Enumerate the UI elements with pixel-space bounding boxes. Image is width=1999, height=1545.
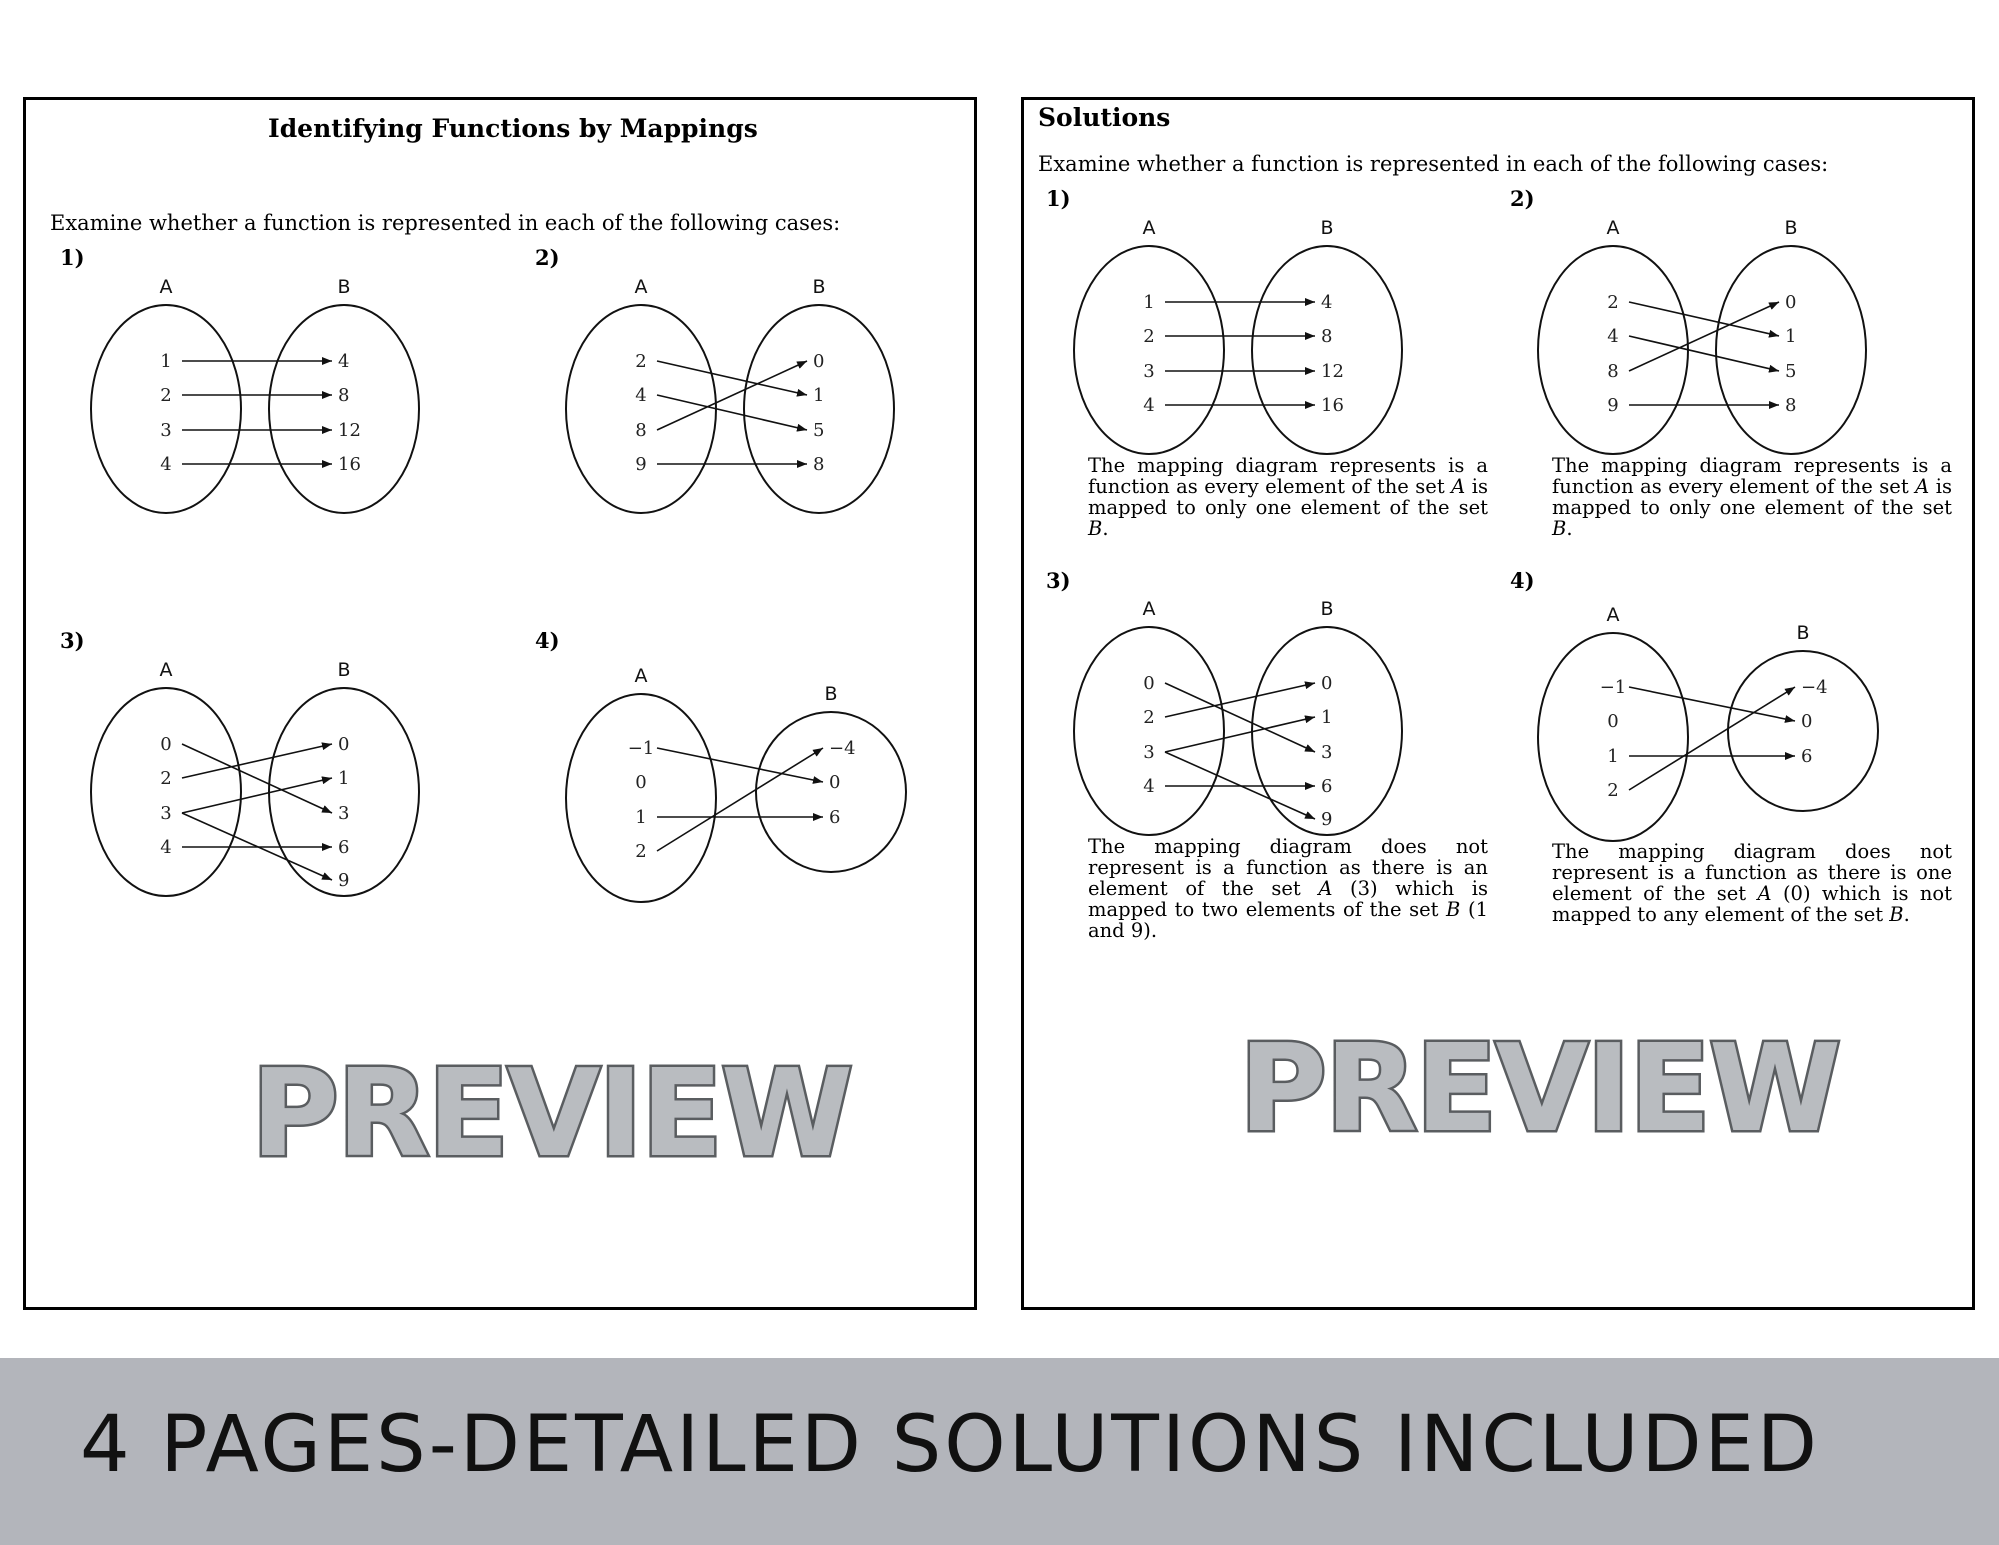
set-a-element: 1 [160, 351, 172, 372]
set-a-label: A [159, 276, 173, 298]
set-b-element: 0 [1801, 711, 1813, 732]
mapping-arrow [182, 778, 332, 813]
set-a-element: 2 [635, 841, 647, 862]
instructions: Examine whether a function is represented in each of the following cases: [50, 211, 841, 235]
set-a-element: 3 [160, 420, 172, 441]
set-name: A [1757, 882, 1772, 905]
set-name: B [1552, 517, 1567, 540]
set-a-element: 0 [1607, 711, 1619, 732]
mapping-arrow [657, 361, 807, 430]
mapping-arrow [1165, 683, 1315, 752]
set-b-element: 0 [1785, 292, 1797, 313]
set-b-label: B [337, 659, 351, 681]
problem-number: 1) [1046, 186, 1071, 211]
set-b-element: 8 [338, 385, 350, 406]
set-name: B [1446, 898, 1461, 921]
mapping-diagram-2 [561, 275, 941, 525]
mapping-arrow [1629, 687, 1795, 721]
explanation-text: . [1903, 903, 1910, 926]
set-a-element: 3 [1143, 361, 1155, 382]
set-a-element: 2 [1143, 326, 1155, 347]
instructions: Examine whether a function is represented in each of the following cases: [1038, 152, 1829, 176]
preview-watermark [1234, 1005, 1840, 1159]
set-a-label: A [1606, 217, 1620, 239]
explanation-text: is mapped to only one element of the set [1088, 475, 1488, 519]
explanation-text: The mapping diagram does not represent is a function as there is one element of the set [1552, 840, 1952, 905]
set-a-label: A [634, 276, 648, 298]
set-a-label: A [1142, 598, 1156, 620]
set-a-element: 4 [1607, 326, 1619, 347]
set-name: B [1889, 903, 1904, 926]
set-b-element: 9 [1321, 809, 1333, 830]
preview-watermark-text: PREVIEW [251, 1045, 852, 1184]
explanation-text: (1 and 9). [1088, 898, 1488, 942]
set-b-element: 8 [1785, 395, 1797, 416]
set-b-element: 4 [338, 351, 350, 372]
set-a-element: 2 [635, 351, 647, 372]
mapping-diagram-3 [1069, 597, 1449, 847]
set-a-element: 0 [635, 772, 647, 793]
set-a-label: A [1606, 604, 1620, 626]
set-b-ellipse [269, 305, 419, 513]
set-b-element: 6 [338, 837, 350, 858]
set-b-element: 16 [1321, 395, 1344, 416]
set-a-ellipse [1074, 246, 1224, 454]
solution-explanation-2 [1552, 455, 1952, 539]
set-b-ellipse [744, 305, 894, 513]
set-b-element: 12 [1321, 361, 1344, 382]
set-a-element: 1 [1143, 292, 1155, 313]
set-a-element: 4 [635, 385, 647, 406]
set-b-element: 6 [1801, 746, 1813, 767]
set-a-ellipse [1538, 246, 1688, 454]
set-b-label: B [1320, 217, 1334, 239]
set-b-ellipse [269, 688, 419, 896]
set-b-element: 4 [1321, 292, 1333, 313]
set-b-element: 5 [813, 420, 825, 441]
mapping-arrow [657, 361, 807, 395]
problem-number: 4) [535, 628, 560, 653]
explanation-text: . [1566, 517, 1573, 540]
solutions-page [1021, 97, 1975, 1310]
set-a-element: 4 [160, 837, 172, 858]
set-a-label: A [159, 659, 173, 681]
set-a-element: 8 [635, 420, 647, 441]
explanation-text: is mapped to only one element of the set [1552, 475, 1952, 519]
set-a-label: A [634, 665, 648, 687]
set-b-element: 12 [338, 420, 361, 441]
explanation-text: The mapping diagram represents is a function as every element of the set [1552, 454, 1952, 498]
set-b-element: 1 [338, 768, 350, 789]
set-b-label: B [337, 276, 351, 298]
mapping-arrow [1629, 687, 1795, 790]
mapping-arrow [657, 395, 807, 430]
set-b-element: 0 [813, 351, 825, 372]
set-b-element: 8 [1321, 326, 1333, 347]
set-a-element: 2 [160, 768, 172, 789]
mapping-arrow [657, 748, 823, 782]
set-a-element: 2 [1143, 707, 1155, 728]
set-name: A [1915, 475, 1930, 498]
set-b-element: 16 [338, 454, 361, 475]
set-a-element: 9 [635, 454, 647, 475]
set-a-element: 0 [1143, 673, 1155, 694]
set-b-element: 0 [338, 734, 350, 755]
set-a-ellipse [566, 694, 716, 902]
explanation-text: The mapping diagram does not represent is a function as there is an element of the set [1088, 835, 1488, 900]
set-a-element: 8 [1607, 361, 1619, 382]
set-b-ellipse [1252, 246, 1402, 454]
mapping-arrow [657, 748, 823, 851]
set-b-element: 0 [1321, 673, 1333, 694]
set-a-ellipse [566, 305, 716, 513]
set-b-label: B [1784, 217, 1798, 239]
set-a-element: −1 [1599, 677, 1627, 698]
page-title: Solutions [1038, 103, 1171, 132]
mapping-diagram-1 [1069, 216, 1449, 466]
set-a-element: 3 [160, 803, 172, 824]
banner-text: 4 PAGES-DETAILED SOLUTIONS INCLUDED [80, 1400, 1820, 1490]
set-b-element: 5 [1785, 361, 1797, 382]
solution-explanation-1 [1088, 455, 1488, 539]
set-name: A [1451, 475, 1466, 498]
set-b-element: −4 [1801, 677, 1828, 698]
mapping-arrow [182, 744, 332, 813]
set-b-element: 9 [338, 870, 350, 891]
set-b-element: 1 [1321, 707, 1333, 728]
mapping-arrow [1165, 717, 1315, 752]
set-name: A [1318, 877, 1333, 900]
set-b-element: 6 [829, 807, 841, 828]
set-a-ellipse [1074, 627, 1224, 835]
set-b-element: 8 [813, 454, 825, 475]
set-a-element: 2 [1607, 292, 1619, 313]
footer-banner [0, 1358, 1999, 1545]
set-b-label: B [812, 276, 826, 298]
set-a-element: 2 [160, 385, 172, 406]
explanation-text: The mapping diagram represents is a function as every element of the set [1088, 454, 1488, 498]
set-b-element: 3 [338, 803, 350, 824]
mapping-diagram-3 [86, 658, 466, 908]
solution-explanation-4 [1552, 841, 1952, 925]
set-b-element: 3 [1321, 742, 1333, 763]
set-a-element: 2 [1607, 780, 1619, 801]
mapping-diagram-1 [86, 275, 466, 525]
set-a-element: 9 [1607, 395, 1619, 416]
explanation-text: . [1102, 517, 1109, 540]
set-a-ellipse [91, 305, 241, 513]
set-b-ellipse [1252, 627, 1402, 835]
set-a-element: 1 [1607, 746, 1619, 767]
set-name: B [1088, 517, 1103, 540]
page-title: Identifying Functions by Mappings [268, 114, 758, 143]
explanation-text: (3) which is mapped to two elements of the set [1088, 877, 1489, 921]
set-b-ellipse [1716, 246, 1866, 454]
set-a-ellipse [1538, 633, 1688, 841]
set-b-element: 6 [1321, 776, 1333, 797]
problem-number: 1) [60, 245, 85, 270]
mapping-arrow [1165, 683, 1315, 717]
set-a-element: 1 [635, 807, 647, 828]
preview-watermark-text: PREVIEW [1239, 1020, 1840, 1159]
solution-explanation-3 [1088, 836, 1488, 941]
worksheet-page [23, 97, 977, 1310]
set-a-ellipse [91, 688, 241, 896]
set-b-element: 1 [813, 385, 825, 406]
problem-number: 2) [535, 245, 560, 270]
problem-number: 4) [1510, 568, 1535, 593]
set-a-element: 4 [160, 454, 172, 475]
mapping-arrow [182, 744, 332, 778]
set-a-element: 3 [1143, 742, 1155, 763]
mapping-arrow [1629, 336, 1779, 371]
set-b-element: −4 [829, 738, 856, 759]
set-a-element: 4 [1143, 395, 1155, 416]
set-a-element: −1 [627, 738, 655, 759]
set-b-label: B [1320, 598, 1334, 620]
set-a-element: 4 [1143, 776, 1155, 797]
set-b-element: 0 [829, 772, 841, 793]
mapping-diagram-2 [1533, 216, 1913, 466]
mapping-arrow [1629, 302, 1779, 336]
mapping-arrow [1629, 302, 1779, 371]
problem-number: 2) [1510, 186, 1535, 211]
problem-number: 3) [1046, 568, 1071, 593]
preview-watermark [246, 1030, 852, 1184]
set-a-element: 0 [160, 734, 172, 755]
mapping-diagram-4 [1533, 597, 1913, 847]
set-b-label: B [1796, 622, 1810, 644]
set-a-label: A [1142, 217, 1156, 239]
mapping-diagram-4 [561, 658, 941, 908]
problem-number: 3) [60, 628, 85, 653]
set-b-label: B [824, 683, 838, 705]
explanation-text: (0) which is not mapped to any element of the set [1552, 882, 1953, 926]
set-b-element: 1 [1785, 326, 1797, 347]
